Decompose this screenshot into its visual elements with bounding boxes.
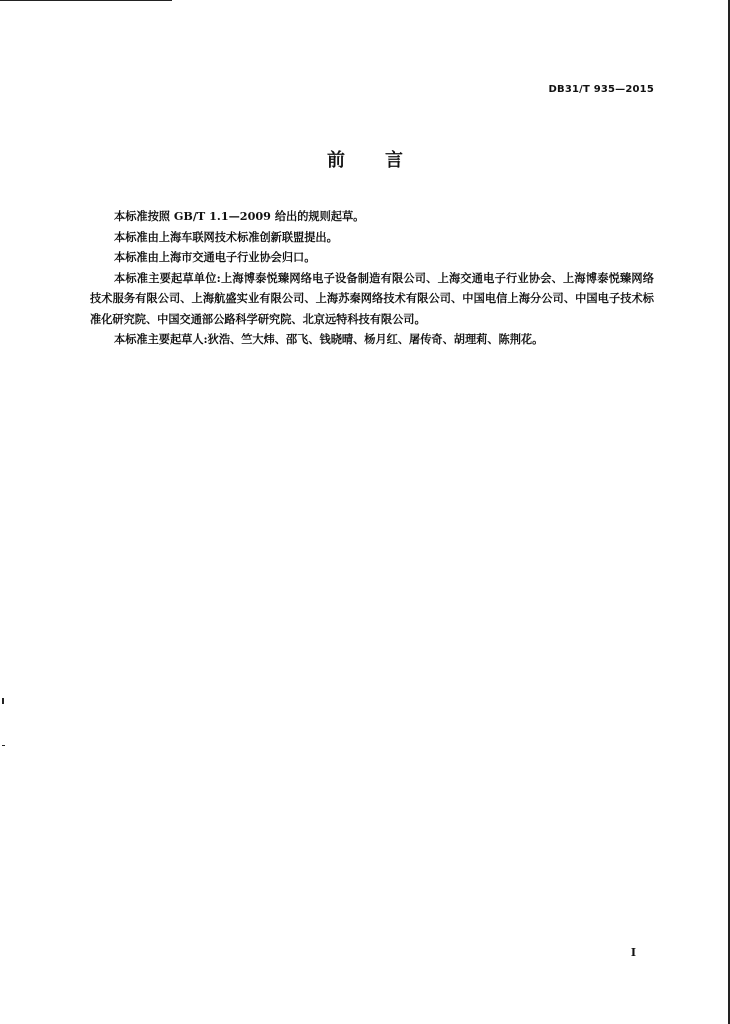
scan-artifact-mark (2, 745, 5, 746)
title-char-1: 前 (327, 150, 345, 171)
page-title (0, 146, 730, 172)
paragraph-drafting-units: 本标准主要起草单位:上海博泰悦臻网络电子设备制造有限公司、上海交通电子行业协会、上海博泰悦臻网络技术服务有限公司、上海航盛实业有限公司、上海苏秦网络技术有限公司、中国电信上海分公司、中国电子技术标准化研究院、中国交通部公路科学研究院、北京远特科技有限公司。 (90, 270, 654, 326)
paragraph-drafters: 本标准主要起草人:狄浩、竺大炜、邵飞、钱晓晴、杨月红、屠传奇、胡理莉、陈荆花。 (114, 332, 544, 346)
foreword-body (90, 206, 654, 350)
page-number: I (630, 946, 636, 959)
standard-code: DB31/T 935—2015 (548, 84, 654, 95)
scan-artifact-top-line (0, 0, 172, 1)
paragraph-centralized: 本标准由上海市交通电子行业协会归口。 (114, 250, 316, 264)
paragraph-drafting-rules: 本标准按照 GB/T 1.1—2009 给出的规则起草。 (114, 209, 365, 223)
paragraph-proposer: 本标准由上海车联网技术标准创新联盟提出。 (114, 229, 338, 244)
title-char-2: 言 (385, 150, 403, 171)
scan-artifact-mark (2, 698, 4, 704)
